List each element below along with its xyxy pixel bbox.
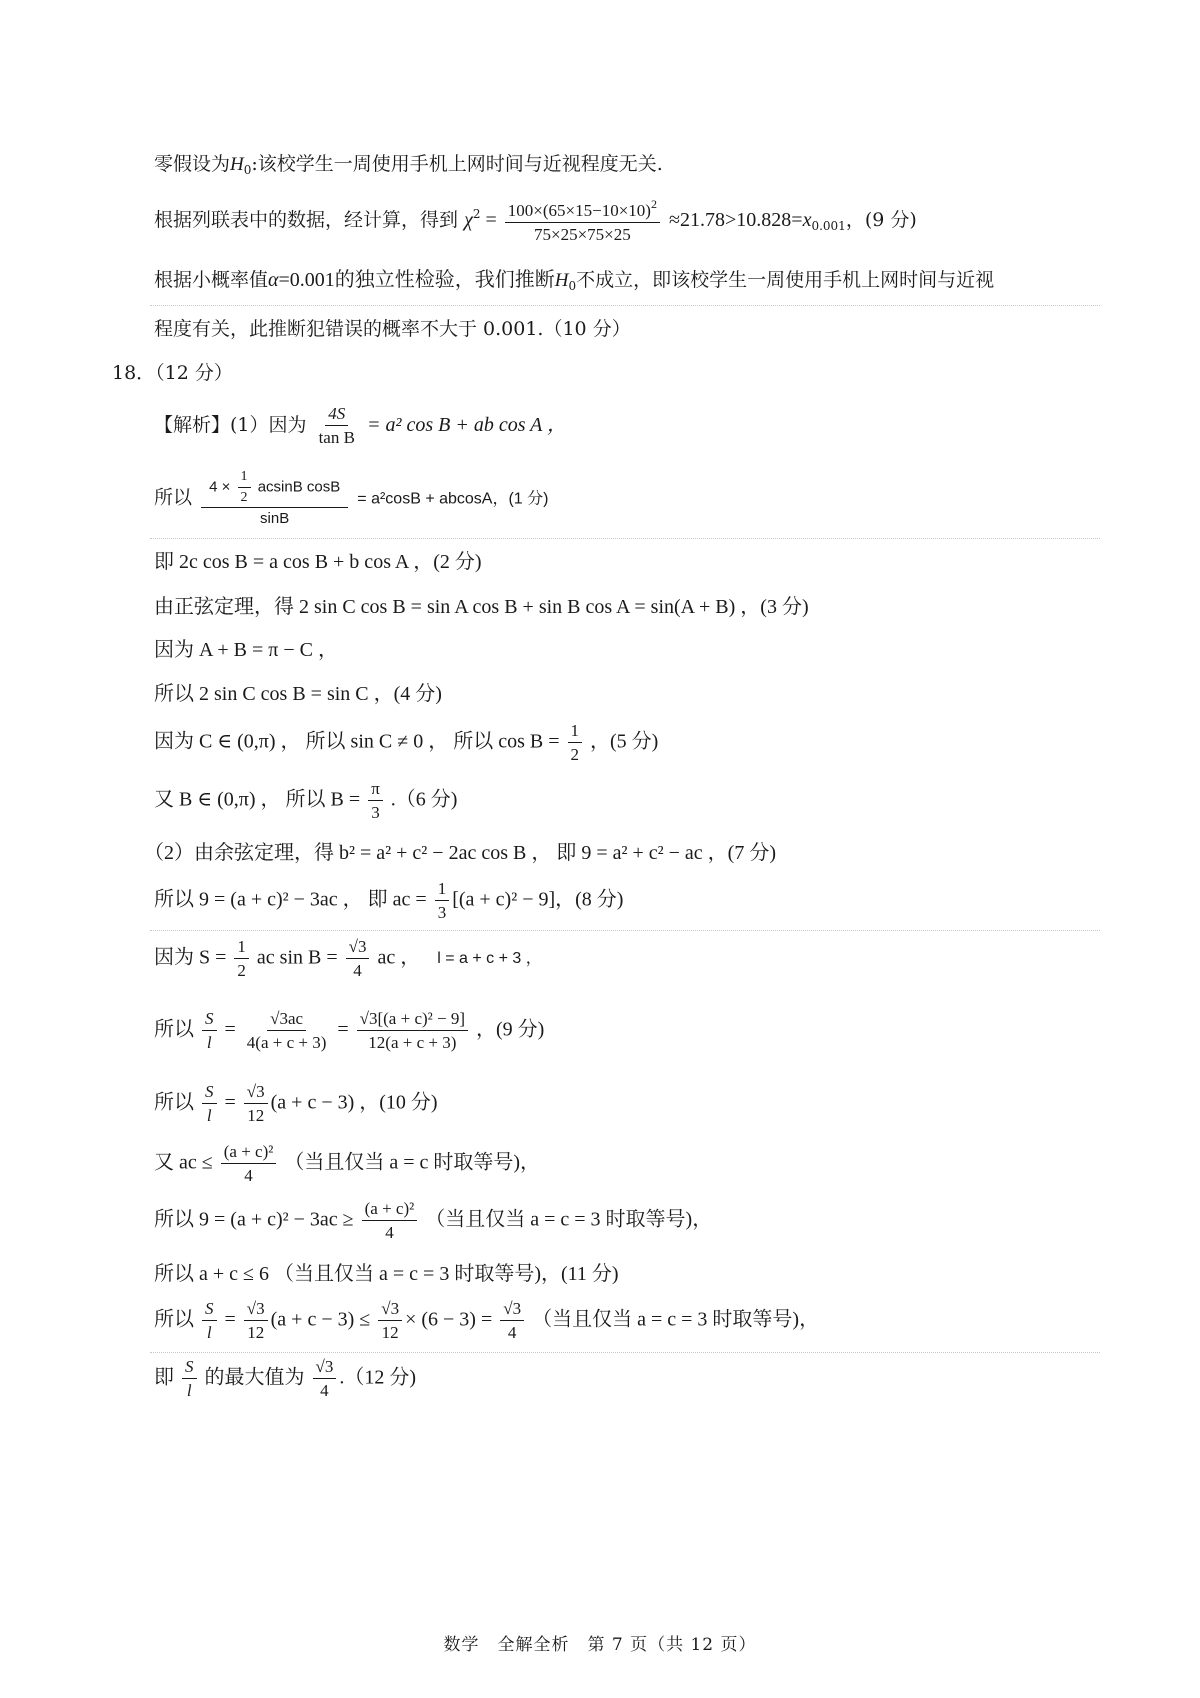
line-cos-b: 因为 C ∈ (0,π) ， 所以 sin C ≠ 0 ， 所以 cos B = $\frac{1}{2}$ ，(5 分) <box>154 721 659 764</box>
line-ac-expression: 所以 9 = (a + c)² − 3ac ， 即 ac = $\frac{1}{3}$ [(a + c)² − 9]，(8 分) <box>154 879 624 922</box>
line-sine-law: 由正弦定理，得 2 sin C cos B = sin A cos B + sin B cos A = sin(A + B) ，(3 分) <box>154 596 809 618</box>
divider <box>150 930 1100 931</box>
line-step-4: 所以 2 sin C cos B = sin C ，(4 分) <box>154 683 442 705</box>
divider <box>150 305 1100 306</box>
line-conclusion: 程度有关，此推断犯错误的概率不大于 0.001.（10 分） <box>154 318 631 340</box>
question-number: 18．（12 分） <box>112 362 233 384</box>
line-ratio-10: 所以 $\frac{S}{l}$ = $\frac{√3}{12}$ (a + c − 3) ，(10 分) <box>154 1082 438 1125</box>
line-chi-square: 根据列联表中的数据，经计算，得到 $\chi^2$ = $\frac{100\times(65\times 15-10\times 10)^2}{75\times 25\times 75\times 25}$ $\approx 21.78>10.828=x_{0.001}$，(9 分) <box>154 197 917 244</box>
line-ac-inequality: 又 ac ≤ $\frac{\text{(a + c)²}}{4}$ （当且仅当 a = c 时取等号)， <box>154 1142 541 1185</box>
line-step-2: 即 2c cos B = a cos B + b cos A ，(2 分) <box>154 551 482 573</box>
line-final-answer: 即 $\frac{S}{l}$ 的最大值为 $\frac{√3}{4}$ .（12 分) <box>154 1357 417 1400</box>
line-max-derivation: 所以 $\frac{S}{l}$ = $\frac{√3}{12}$ (a + c − 3) ≤ $\frac{√3}{12}$ × (6 − 3) = $\frac{√3}{4}$ （当且仅当 a = c = 3 时取等号)， <box>154 1299 820 1342</box>
line-independence-test: 根据小概率值α=0.001的独立性检验，我们推断$H_0$不成立，即该校学生一周使用手机上网时间与近视 <box>154 269 995 293</box>
line-ratio-9: 所以 $\frac{S}{l}$ = $\frac{√3ac}{4(a + c + 3)}$ = $\frac{\text{√3[(a + c)² − 9]}}{12(a + c + 3)}$ ，(9 分) <box>154 1009 545 1052</box>
divider <box>150 1352 1100 1353</box>
line-sum-inequality: 所以 9 = (a + c)² − 3ac ≥ $\frac{\text{(a + c)²}}{4}$ （当且仅当 a = c = 3 时取等号)， <box>154 1199 713 1242</box>
page-footer: 数学 全解全析 第 7 页（共 12 页） <box>443 1635 757 1655</box>
line-step-11: 所以 a + c ≤ 6 （当且仅当 a = c = 3 时取等号)，(11 分) <box>154 1263 619 1285</box>
chi-square-fraction: $\frac{100\times(65\times 15-10\times 10)^2}{75\times 25\times 75\times 25}$ <box>505 198 660 244</box>
line-cosine-law: （2）由余弦定理，得 b² = a² + c² − 2ac cos B ， 即 9 = a² + c² − ac ，(7 分) <box>144 842 776 864</box>
line-area-perimeter: 因为 S = $\frac{1}{2}$ ac sin B = $\frac{√3}{4}$ ac ， l = a + c + 3 ， <box>154 937 542 980</box>
line-null-hypothesis: 零假设为$H_0$:该校学生一周使用手机上网时间与近视程度无关. <box>154 153 663 177</box>
line-b-value: 又 B ∈ (0,π) ， 所以 B = $\frac{\pi}{3}$ .（6 分) <box>154 779 458 822</box>
line-analysis-1: 【解析】(1）因为 $\frac{4S}{\text{tan B}}$ = a² cos B + ab cos A ， <box>154 404 567 447</box>
divider <box>150 538 1100 539</box>
line-area-substitution: 所以 4 × $\frac{1}{2}$ acsinB cosB sinB = a²cosB + abcosA，(1 分) <box>154 469 549 528</box>
line-angle-sum: 因为 A + B = π − C ， <box>154 639 338 661</box>
